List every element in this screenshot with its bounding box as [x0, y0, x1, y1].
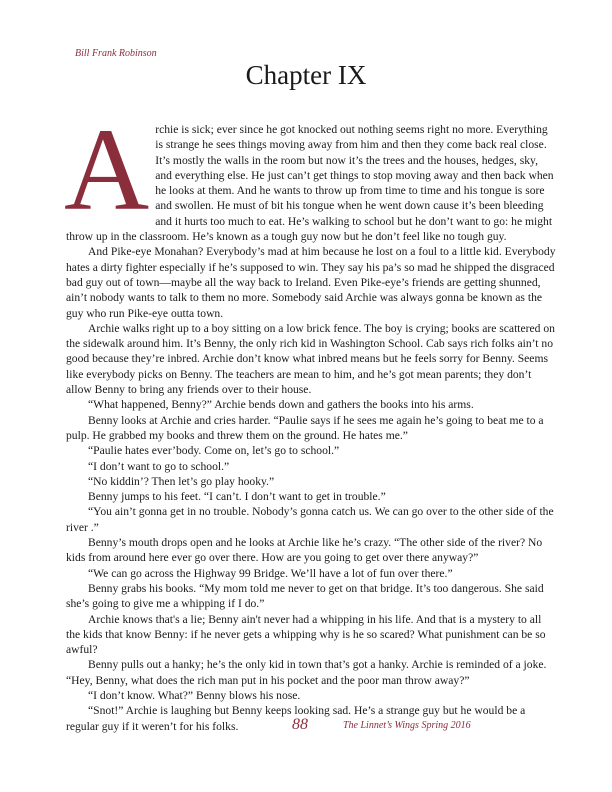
first-paragraph: [64, 104, 556, 244]
paragraph: “We can go across the Highway 99 Bridge. We’ll have a lot of fun over there.”: [88, 566, 453, 580]
paragraph: Benny looks at Archie and cries harder. “Paulie says if he sees me again he’s going to beat me to a pulp. He grabbed my books and threw them on the ground. He hates me.”: [66, 413, 544, 442]
paragraph: “You ain’t gonna get in no trouble. Nobody’s gonna catch us. We can go over to the other side of the river .”: [66, 505, 554, 534]
paragraph: “Paulie hates ever’body. Come on, let’s go to school.”: [88, 444, 340, 458]
paragraph: “I don’t know. What?” Benny blows his nose.: [88, 688, 301, 702]
paragraph: Benny pulls out a hanky; he’s the only kid in town that’s got a hanky. Archie is reminded of a joke. “Hey, Benny, what does the rich man put in his pocket and the poor man throw away?”: [66, 658, 547, 687]
paragraph: “No kiddin’? Then let’s go play hooky.”: [88, 474, 275, 488]
first-paragraph-text: rchie is sick; ever since he got knocked out nothing seems right no more. Everything is strange he sees things moving away from him and then they come back real close. It’s mostly the walls in the room but now it’s the trees and the houses, hedges, sky, and everything else. He just can’t get things to stop moving away and then back when he looks at them. And he wants to throw up from time to time and his tongue is sore and swollen. He must of bit his tongue when he went down cause it’s been bleeding and it hurts too much to eat. He’s walking to school but he don’t want to go: he might throw up in the classroom. He’s known as a tough guy now but he don’t feel like no tough guy.: [66, 123, 554, 244]
publication-name: The Linnet’s Wings Spring 2016: [343, 720, 471, 731]
paragraph: “Snot!” Archie is laughing but Benny keeps looking sad. He’s a strange guy but he would be a regular guy if it weren’t for his folks.: [66, 704, 526, 733]
paragraph: Archie walks right up to a boy sitting on a low brick fence. The boy is crying; books are scattered on the sidewalk around him. It’s Benny, the only rich kid in Washington School. Cab says rich folks ain’t no good because they’re inbred. Archie don’t know what inbred means but he feels sorry for Benny. Seems like everybody picks on Benny. The teachers are mean to him, and he’s got mean parents; they don’t allow Benny to bring any friends over to their house.: [66, 321, 555, 397]
paragraph: “What happened, Benny?” Archie bends down and gathers the books into his arms.: [88, 398, 474, 412]
paragraph: And Pike-eye Monahan? Everybody’s mad at him because he lost on a foul to a little kid. Everybody hates a dirty fighter especially if he’s supposed to win. They say his pa’s so mad he shipped the disgraced bad guy out of town—maybe all the way back to Ireland. Even Pike-eye’s friends are getting shunned, ain’t nobody wants to talk to them no more. Somebody said Archie was always gonna be known as the guy who run Pike-eye outta town.: [66, 245, 556, 320]
page-footer: [0, 716, 612, 736]
chapter-title: Chapter IX: [245, 60, 367, 90]
body-text: [64, 104, 556, 734]
paragraph: Benny jumps to his feet. “I can’t. I don’t want to get in trouble.”: [88, 490, 386, 504]
paragraph: Benny’s mouth drops open and he looks at Archie like he’s crazy. “The other side of the river? No kids from around here ever go over there. How are you going to get over there anyway?”: [66, 536, 543, 565]
drop-cap: A: [64, 104, 150, 235]
paragraph: “I don’t want to go to school.”: [88, 459, 230, 473]
paragraph: Archie knows that's a lie; Benny ain't never had a whipping in his life. And that is a mystery to all the kids that know Benny: if he never gets a whipping why is he so scared? What punishment can be so awful?: [66, 612, 546, 657]
page-number: 88: [292, 716, 308, 733]
running-head-author: Bill Frank Robinson: [75, 48, 157, 59]
paragraph: Benny grabs his books. “My mom told me never to get on that bridge. It’s too dangerous. She said she’s going to give me a whipping if I do.”: [66, 581, 544, 611]
